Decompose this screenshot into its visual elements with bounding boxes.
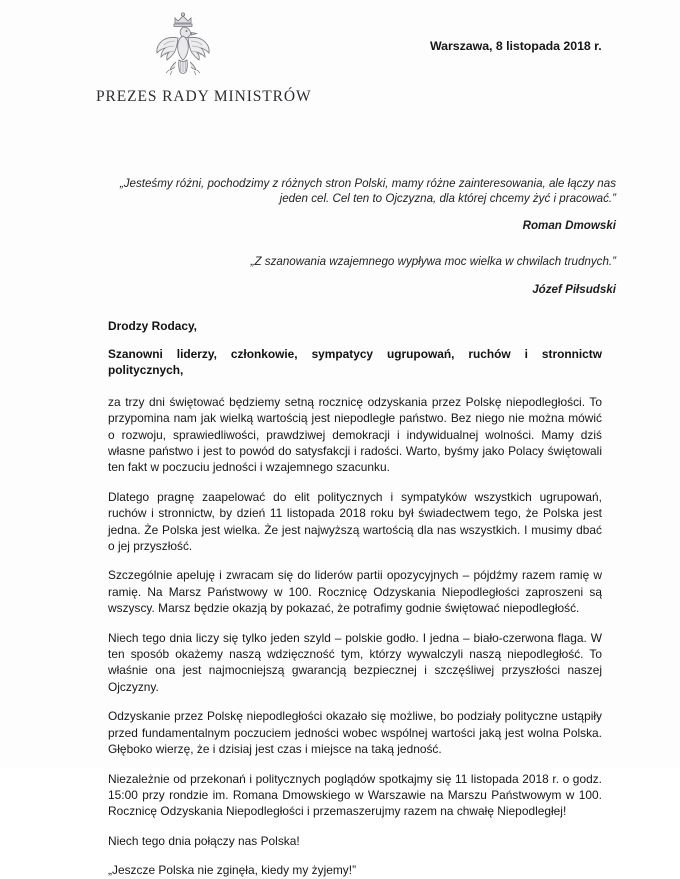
salutation-secondary: Szanowni liderzy, członkowie, sympatycy ugrupowań, ruchów i stronnictw politycznych, — [108, 346, 602, 378]
quote-block-pilsudski — [108, 254, 616, 295]
quote-text: „Z szanowania wzajemnego wypływa moc wielka w chwilach trudnych.” — [250, 255, 616, 269]
body-paragraph: Niezależnie od przekonań i politycznych poglądów spotkajmy się 11 listopada 2018 r. o godz. 15:00 przy rondzie im. Romana Dmowskiego w Warszawie na Marszu Państwowym w 100. Rocznicę Odzyskania Niepodległości i przemaszerujmy razem na chwałę Niepodległej! — [108, 771, 602, 819]
letter-body — [108, 318, 602, 879]
anthem-line: „Jeszcze Polska nie zginęła, kiedy my żyjemy!” — [108, 863, 357, 878]
body-paragraph: Odzyskanie przez Polskę niepodległości okazało się możliwe, bo podziały polityczne ustąpiły przed fundamentalnym poczuciem jedności wobec wspólnej wartości jaką jest wolna Polska. Głęboko wierzę, że i dzisiaj jest czas i miejsce na taką jedność. — [108, 709, 602, 757]
body-paragraph: za trzy dni świętować będziemy setną rocznicę odzyskania przez Polskę niepodległości. To przypomina nam jak wielką wartością jest niepodległe państwo. Bez niego nie można mówić o rozwoju, sprawiedliwości, prawdziwej demokracji i indywidualnej wolności. Mamy dziś własne państwo i jest to powód do satysfakcji i radości. Warto, byśmy jako Polacy świętowali ten fakt w poczuciu jedności i wzajemnego szacunku. — [108, 394, 602, 475]
body-paragraph: Niech tego dnia liczy się tylko jeden szyld – polskie godło. I jedna – biało-czerwona flaga. W ten sposób okażemy naszą wdzięczność tym, którzy wywalczyli naszą niepodległość. To właśnie ona jest najmocniejszą gwarancją bezpiecznej i szczęśliwej przyszłości naszej Ojczyzny. — [108, 630, 602, 694]
closing-line: Niech tego dnia połączy nas Polska! — [108, 833, 300, 848]
quote-text: „Jesteśmy różni, pochodzimy z różnych stron Polski, mamy różne zainteresowania, ale łączy nas jeden cel. Cel ten to Ojczyzna, dla której chcemy żyć i pracować.” — [119, 177, 616, 206]
office-title: PREZES RADY MINISTRÓW — [96, 88, 312, 105]
quotes-section — [108, 176, 616, 296]
salutation-primary: Drodzy Rodacy, — [108, 319, 197, 333]
quote-author: Józef Piłsudski — [532, 282, 616, 296]
quote-block-dmowski — [108, 176, 616, 232]
body-paragraph: Szczególnie apeluję i zwracam się do liderów partii opozycyjnych – pójdźmy razem ramię w ramię. Na Marsz Państwowy w 100. Rocznicę Odzyskania Niepodległości zaproszeni są wszyscy. Marsz będzie okazją by pokazać, że potrafimy godnie świętować niepodległość. — [108, 568, 602, 616]
body-paragraph: Dlatego pragnę zaapelować do elit politycznych i sympatyków wszystkich ugrupowań, ruchów i stronnictw, by dzień 11 listopada 2018 roku był świadectwem tego, że Polska jest jedna. Że Polska jest wielka. Że jest najwyższą wartością dla nas wszystkich. I musimy dbać o jej przyszłość. — [108, 489, 602, 554]
letterhead — [0, 0, 680, 125]
polish-eagle-emblem — [145, 10, 221, 90]
date-line: Warszawa, 8 listopada 2018 r. — [430, 39, 602, 53]
quote-author: Roman Dmowski — [522, 219, 616, 233]
